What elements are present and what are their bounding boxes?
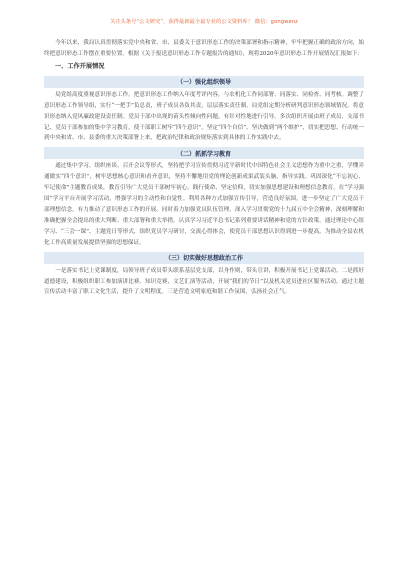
paragraph-1: 局党组高度重视意识形态工作，把意识形态工作纳入年度考评内容，与农机化工作同部署、同落实、同检查、同考核。调整了意识形态工作领导组，实行“一把手”负总责，班子成员各负其责，层层落实责任制。局党组定期分析研判意识形态领域情况，将意识形态纳入党风廉政建设责任制。党员干部中出现的苗头性倾向性问题，有针对性地进行引导。多次组织开展由班子成员、支部书记、党员干部参加的集中学习教育，使干部职工树牢“四个意识”，坚定“四个自信”，坚决做到“两个维护”，切实把思想、行动统一到中央和省、市、县委的重大决策部署上来，把政治纪律和政治规矩落实到具体的工作实践中去。 bbox=[44, 91, 364, 142]
document-body bbox=[44, 38, 364, 298]
subheading-bar-2 bbox=[44, 147, 364, 159]
subheading-bar-1 bbox=[44, 76, 364, 88]
subheading-1: （一）强化组织领导 bbox=[176, 79, 231, 87]
paragraph-3: 一是落实书记上党课制度，局领导班子成员带头联系基层党支部，以身作则，带头宣讲，积极开展书记上党课活动。二是抓好道德建设，积极组织职工参加演讲比赛、知识竞赛、文艺汇演等活动，开展“我们的节日”以及机关党员进社区服务活动，通过主题宣传活动丰富了职工文化生活，提升了文明程度。三是营造文明家庭和谐工作氛围，弘扬社会正气。 bbox=[44, 267, 364, 296]
paragraph-2: 通过集中学习、组织座谈、召开会议等形式，坚持把学习宣传贯彻习近平新时代中国特色社会主义思想作为重中之重，学懂弄通做实“四个意识”，树牢思想核心意识和看齐意识，坚持不懈地用党的理论创新成果武装头脑，指导实践。巩固深化“不忘初心、牢记使命”主题教育成果，教育引导广大党员干部树牢初心，践行使命，坚定信仰，切实加强思想建设和理想信念教育。在“学习强国”学习平台开展学习活动，增强学习的主动性和自觉性。利用各种方式加强宣传引导，营造良好氛围，进一步坚定了广大党员干部理想信念，有力推动了意识形态工作的开展。同时着力加强党员队伍管理，深入学习贯彻党的十九届五中全会精神，深刻理解和准确把握全会提出的重大判断、重大部署和重大举措。认真学习习近平总书记系列重要讲话精神和党的方针政策，通过理论中心组学习、“三会一课”、主题党日等形式，组织党员学习研讨，交流心得体会，使党员干部思想认识得到进一步提高，为推动全县农机化工作高质量发展提供坚强的思想保证。 bbox=[44, 163, 364, 246]
subheading-2: （二）抓抓学习教育 bbox=[176, 150, 231, 158]
section-heading-1: 一、工作开展情况 bbox=[55, 62, 105, 70]
promo-banner: 关注头条号“公文研究”，获得最新最全最专业的公文资料库！ 微信：gongwenz bbox=[110, 19, 298, 25]
subheading-3: （三）切实做好思想政治工作 bbox=[164, 255, 243, 263]
intro-paragraph: 今年以来，我局认真贯彻落实党中央和省、市、县委关于意识形态工作的决策部署和指示精神，牢牢把握正确的政治方向，始终把意识形态工作摆在重要位置。根据《关于报送意识形态工作专题报告的通知》，现将2020年意识形态工作开展情况汇报如下： bbox=[44, 40, 364, 57]
subheading-bar-3 bbox=[44, 252, 364, 264]
